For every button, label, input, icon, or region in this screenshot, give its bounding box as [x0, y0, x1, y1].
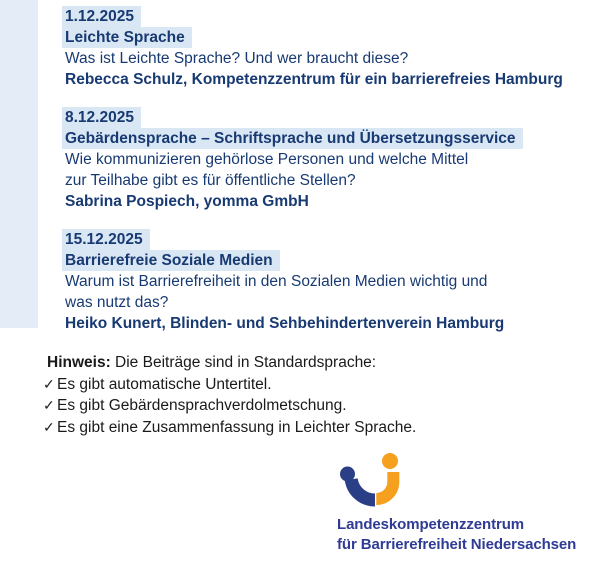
two-figures-logo-icon	[333, 450, 405, 510]
event-title: Barrierefreie Soziale Medien	[62, 250, 280, 271]
notice-item-text: Es gibt automatische Untertitel.	[57, 375, 272, 393]
notice-list-item	[43, 395, 416, 417]
logo	[333, 450, 593, 554]
left-accent-bar	[0, 0, 38, 328]
event-description-line: was nutzt das?	[65, 294, 169, 311]
event-item-2	[65, 107, 595, 212]
notice-list-item	[43, 374, 416, 396]
event-description-line: Was ist Leichte Sprache? Und wer braucht diese?	[65, 50, 409, 67]
event-item-3	[65, 229, 595, 334]
notice-label: Hinweis:	[47, 354, 111, 371]
checkmark-icon: ✓	[43, 418, 55, 435]
logo-text-line2: für Barrierefreiheit Niedersachsen	[337, 535, 577, 553]
event-title: Leichte Sprache	[62, 27, 192, 48]
checkmark-icon: ✓	[43, 397, 55, 413]
notice-item-text: Es gibt eine Zusammenfassung in Leichter Sprache.	[57, 418, 417, 436]
event-date: 15.12.2025	[62, 229, 150, 250]
event-speaker: Sabrina Pospiech, yomma GmbH	[65, 193, 309, 210]
checkmark-icon: ✓	[43, 375, 55, 392]
event-item-1	[65, 6, 595, 90]
logo-text-line1: Landeskompetenzzentrum	[337, 516, 524, 533]
notice-section	[43, 352, 416, 438]
event-date: 1.12.2025	[62, 6, 141, 27]
event-list	[65, 6, 595, 351]
event-speaker: Rebecca Schulz, Kompetenzzentrum für ein barrierefreies Hamburg	[65, 71, 563, 88]
notice-intro: Die Beiträge sind in Standardsprache:	[110, 354, 377, 371]
event-description-line: Warum ist Barrierefreiheit in den Sozialen Medien wichtig und	[65, 273, 488, 290]
event-description-line: zur Teilhabe gibt es für öffentliche Stellen?	[65, 172, 356, 189]
event-date: 8.12.2025	[62, 107, 141, 128]
event-speaker: Heiko Kunert, Blinden- und Sehbehindertenverein Hamburg	[65, 315, 505, 332]
notice-heading	[47, 352, 416, 374]
notice-list-item	[43, 417, 416, 439]
event-title: Gebärdensprache – Schriftsprache und Übersetzungsservice	[62, 128, 523, 149]
logo-wordmark	[337, 515, 593, 554]
event-description-line: Wie kommunizieren gehörlose Personen und welche Mittel	[65, 151, 469, 168]
notice-item-text: Es gibt Gebärdensprachverdolmetschung.	[57, 397, 347, 414]
